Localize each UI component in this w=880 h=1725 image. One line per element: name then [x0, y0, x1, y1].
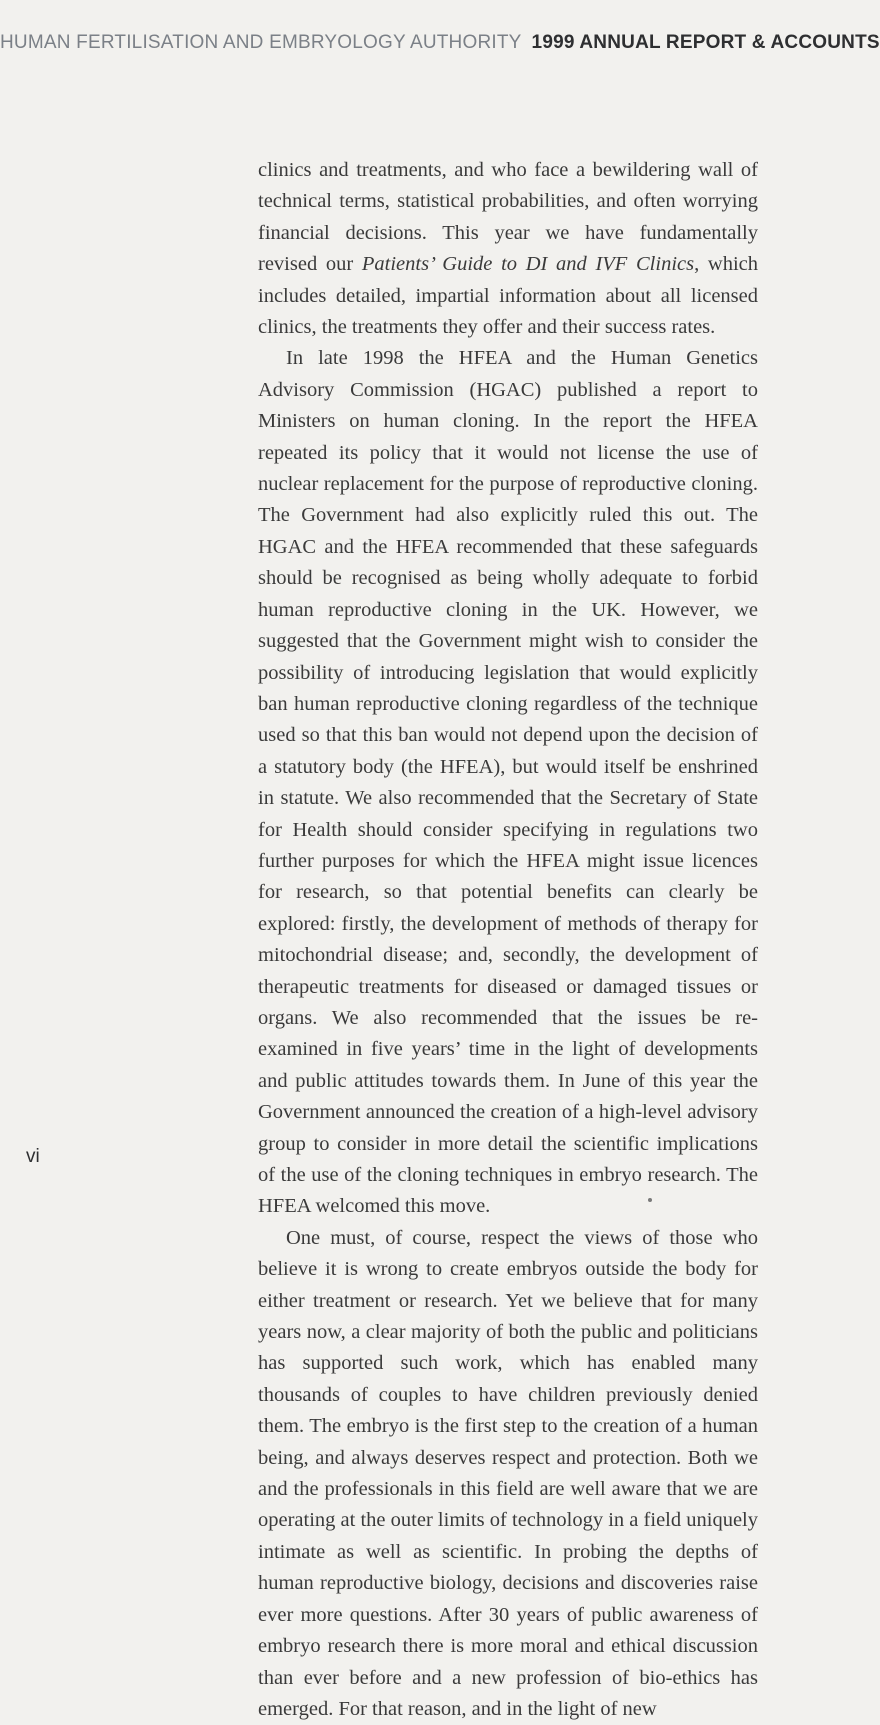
paragraph: In late 1998 the HFEA and the Human Genetics Advisory Commission (HGAC) published a report to Ministers on human cloning. In the report the HFEA repeated its policy that it would not license the use of nuclear replacement for the purpose of reproductive cloning. The Government had also explicitly ruled this out. The HGAC and the HFEA recommended that these safeguards should be recognised as being wholly adequate to forbid human reproductive cloning in the UK. However, we suggested that the Government might wish to consider the possibility of introducing legislation that would explicitly ban human reproductive cloning regardless of the technique used so that this ban would not depend upon the decision of a statutory body (the HFEA), but would itself be enshrined in statute. We also recommended that the Secretary of State for Health should consider specifying in regulations two further purposes for which the HFEA might issue licences for research, so that potential benefits can clearly be explored: firstly, the development of methods of therapy for mitochondrial disease; and, secondly, the development of therapeutic treatments for diseased or damaged tissues or organs. We also recommended that the issues be re-examined in five years’ time in the light of developments and public attitudes towards them. In June of this year the Government announced the creation of a high-level advisory group to consider in more detail the scientific implications of the use of the cloning techniques in embryo research. The HFEA welcomed this move.: [258, 347, 758, 1218]
paragraph-text: clinics and treatments, and who face a bewildering wall of technical terms, statistical probabilities, and often worrying financial decisions. This year we have fundamentally revised our: [258, 159, 758, 276]
header-organization: HUMAN FERTILISATION AND EMBRYOLOGY AUTHORITY: [0, 32, 522, 53]
running-header: [0, 32, 880, 54]
paragraph: One must, of course, respect the views of those who believe it is wrong to create embryos outside the body for either treatment or research. Yet we believe that for many years now, a clear majority of both the public and politicians has supported such work, which has enabled many thousands of couples to have children previously denied them. The embryo is the first step to the creation of a human being, and always deserves respect and protection. Both we and the professionals in this field are well aware that we are operating at the outer limits of technology in a field uniquely intimate as well as scientific. In probing the depths of human reproductive biology, decisions and discoveries raise ever more questions. After 30 years of public awareness of embryo research there is more moral and ethical discussion than ever before and a new profession of bio-ethics has emerged. For that reason, and in the light of new: [258, 1226, 758, 1720]
header-report-title: 1999 ANNUAL REPORT & ACCOUNTS: [531, 32, 880, 53]
page-number: vi: [26, 1146, 40, 1167]
paragraph: [258, 155, 758, 343]
print-mark: [648, 1198, 652, 1202]
paragraph-text: , which includes detailed, impartial information about all licensed clinics, the treatments they offer and their success rates.: [258, 253, 758, 339]
body-text: [258, 155, 758, 1725]
publication-title: Patients’ Guide to DI and IVF Clinics: [361, 253, 695, 276]
